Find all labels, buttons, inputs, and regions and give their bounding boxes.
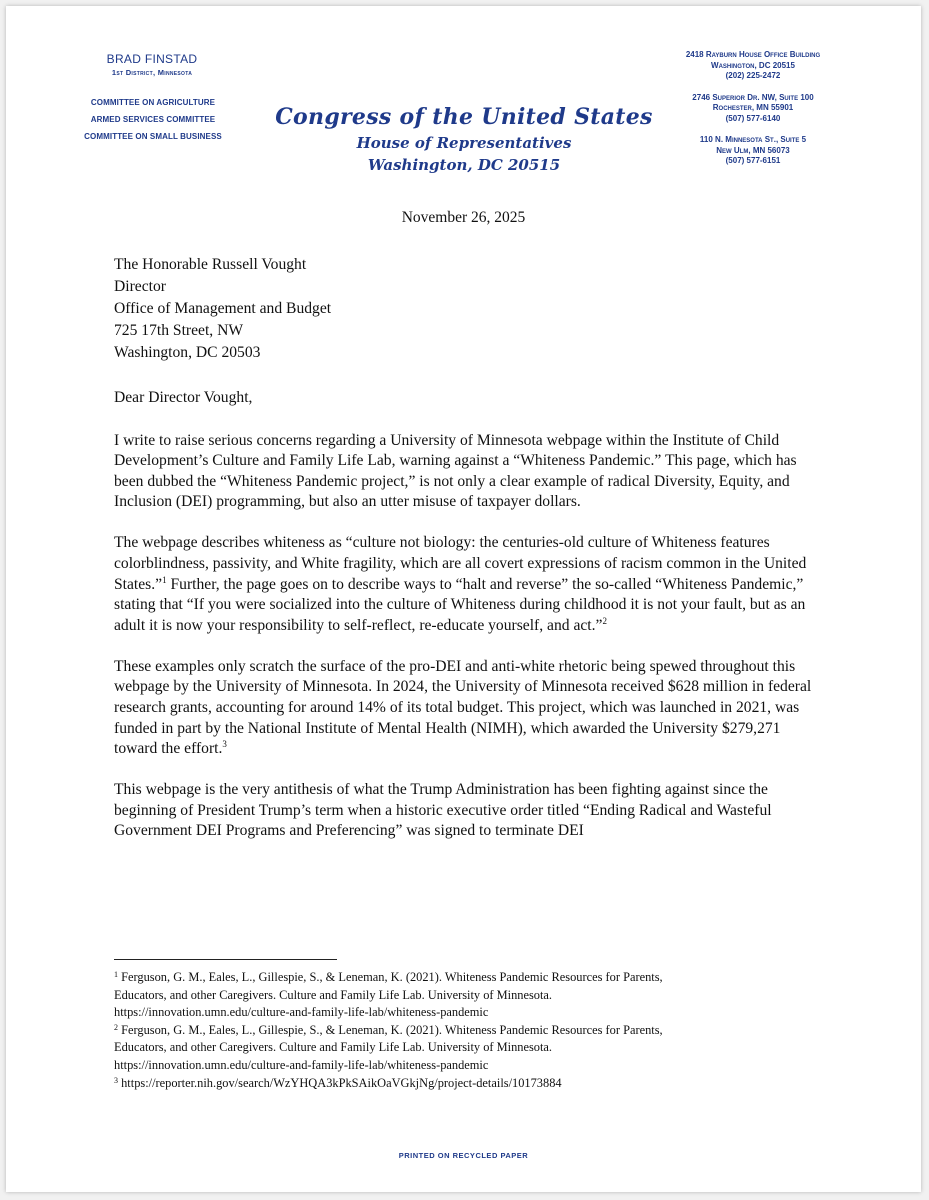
footnote-item <box>114 1022 814 1075</box>
footnote-number: 2 <box>114 1022 118 1032</box>
recipient-street: 725 17th Street, NW <box>114 322 244 339</box>
footnote-ref: 3 <box>222 739 227 750</box>
office-line: 2746 Superior Dr. NW, Suite 100 <box>692 92 814 102</box>
footnote-text: Ferguson, G. M., Eales, L., Gillespie, S., & Leneman, K. (2021). Whiteness Pandemic Resources for Parents, <box>121 970 663 984</box>
footnote-text: Educators, and other Caregivers. Culture and Family Life Lab. University of Minnesota. <box>114 987 553 1002</box>
paragraph-text: Further, the page goes on to describe ways to “halt and reverse” the so-called “Whiteness Pandemic,” stating that “If you were socialized into the culture of Whiteness during childhood it is not your fault, but as an adult it is now your responsibility to self-reflect, re-educate yourself, and act.” <box>114 575 806 634</box>
office-line: New Ulm, MN 56073 <box>716 145 790 155</box>
paragraph <box>114 431 826 513</box>
paragraph-text: This webpage is the very antithesis of what the Trump Administration has been fighting against since the beginning of President Trump’s term when a historic executive order titled “Ending Radical and Wasteful Government DEI Programs and Preferencing” was signed to terminate DEI <box>114 781 772 840</box>
footnote-item <box>114 969 814 1022</box>
office-address <box>643 50 863 82</box>
office-line: Washington, DC 20515 <box>711 60 795 70</box>
committee-item: ARMED SERVICES COMMITTEE <box>90 115 216 124</box>
office-line: 2418 Rayburn House Office Building <box>685 50 821 59</box>
member-name: BRAD FINSTAD <box>106 52 198 66</box>
recipient-city: Washington, DC 20503 <box>114 344 261 361</box>
salutation: Dear Director Vought, <box>114 389 253 406</box>
office-address <box>643 135 863 167</box>
office-addresses <box>643 50 863 167</box>
congress-heading <box>264 102 664 176</box>
paragraph <box>114 657 826 760</box>
letter-date: November 26, 2025 <box>401 209 526 226</box>
recycled-paper-notice: PRINTED ON RECYCLED PAPER <box>398 1151 529 1160</box>
recipient-office: Office of Management and Budget <box>114 300 332 317</box>
committee-item: COMMITTEE ON SMALL BUSINESS <box>84 132 222 141</box>
committee-item: COMMITTEE ON AGRICULTURE <box>90 98 216 107</box>
paragraph-text: The webpage describes whiteness as “culture not biology: the centuries-old culture of Whiteness features colorblindness, passivity, and White fragility, which are all covert expressions of racism common in the United States.” <box>114 534 807 593</box>
member-block <box>52 52 252 77</box>
footnote-link[interactable]: https://innovation.umn.edu/culture-and-family-life-lab/whiteness-pandemic <box>114 1057 489 1072</box>
office-line: Rochester, MN 55901 <box>712 103 794 112</box>
letter-page <box>6 6 921 1192</box>
footnote-text: Ferguson, G. M., Eales, L., Gillespie, S., & Leneman, K. (2021). Whiteness Pandemic Resources for Parents, <box>121 1022 663 1037</box>
footnote-link[interactable]: https://reporter.nih.gov/search/WzYHQA3kPkSAikOaVGkjNg/project-details/10173884 <box>121 1075 562 1090</box>
recipient-title: Director <box>114 278 166 295</box>
footnotes <box>114 969 814 1092</box>
paragraph <box>114 533 826 636</box>
paragraph-text: I write to raise serious concerns regarding a University of Minnesota webpage within the Institute of Child Development’s Culture and Family Life Lab, warning against a “Whiteness Pandemic.” This page, which has been dubbed the “Whiteness Pandemic project,” is not only a clear example of radical Diversity, Equity, and Inclusion (DEI) programming, but also an utter misuse of taxpayer dollars. <box>114 431 797 511</box>
footnote-number: 1 <box>114 970 118 979</box>
office-phone: (202) 225-2472 <box>725 71 781 80</box>
footnote-divider <box>114 959 337 960</box>
committee-list <box>46 94 260 145</box>
footnote-text: Educators, and other Caregivers. Culture and Family Life Lab. University of Minnesota. <box>114 1040 553 1055</box>
office-phone: (507) 577-6151 <box>725 156 781 165</box>
house-title: House of Representatives <box>356 134 572 152</box>
city-title: Washington, DC 20515 <box>367 156 561 174</box>
footnote-link[interactable]: https://innovation.umn.edu/culture-and-family-life-lab/whiteness-pandemic <box>114 1005 489 1020</box>
footnote-ref: 1 <box>162 574 167 585</box>
recipient-name: The Honorable Russell Vought <box>114 256 307 273</box>
congress-title: Congress of the United States <box>275 104 653 130</box>
footnote-ref: 2 <box>602 615 607 626</box>
member-district: 1st District, Minnesota <box>111 68 193 77</box>
paragraph <box>114 780 826 842</box>
paragraph-text: These examples only scratch the surface of the pro-DEI and anti-white rhetoric being spewed throughout this webpage by the University of Minnesota. In 2024, the University of Minnesota received $628 million in federal research grants, accounting for around 14% of its total budget. This project, which was launched in 2021, was funded in part by the National Institute of Mental Health (NIMH), which awarded the University $279,271 toward the effort. <box>114 657 812 758</box>
letter-body <box>114 254 826 862</box>
footnote-item <box>114 1075 814 1093</box>
office-line: 110 N. Minnesota St., Suite 5 <box>699 135 807 144</box>
footnote-number: 3 <box>114 1075 118 1085</box>
recipient-address <box>114 254 826 364</box>
office-address <box>643 93 863 125</box>
office-phone: (507) 577-6140 <box>725 113 781 123</box>
